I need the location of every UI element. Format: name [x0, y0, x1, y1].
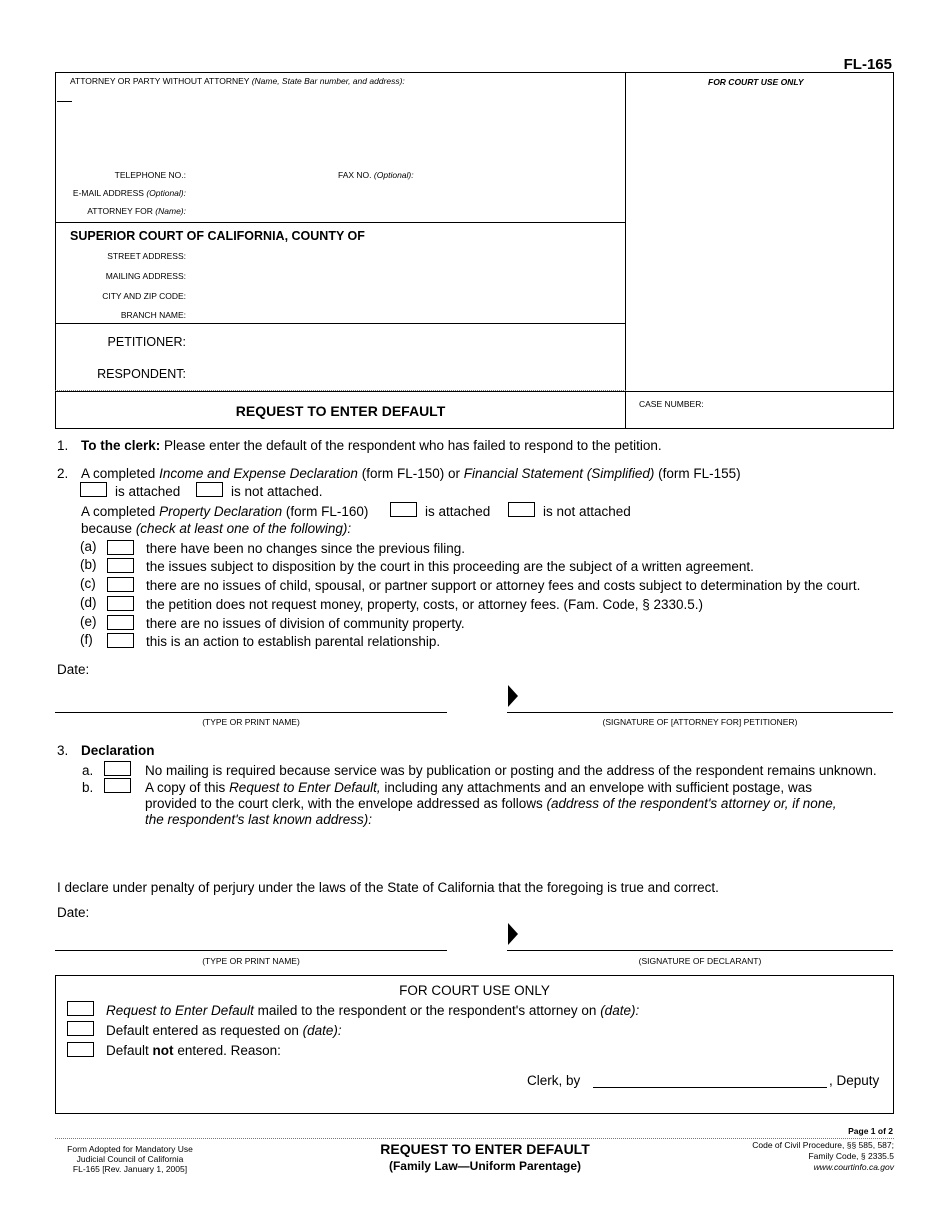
item2-number: 2.	[57, 466, 69, 481]
reason-checkbox[interactable]	[107, 540, 134, 555]
deputy-label: , Deputy	[829, 1073, 880, 1088]
fl160-attached-checkbox[interactable]	[390, 502, 417, 517]
reason-text: there are no issues of division of community property.	[146, 616, 465, 631]
mailed-text: Request to Enter Default mailed to the respondent or the respondent's attorney on (date):	[106, 1003, 640, 1018]
reason-letter: (e)	[80, 614, 97, 629]
reason-letter: (a)	[80, 539, 97, 554]
reason-checkbox[interactable]	[107, 633, 134, 648]
attorney-label: ATTORNEY OR PARTY WITHOUT ATTORNEY (Name, State Bar number, and address):	[70, 76, 405, 86]
branch-label: BRANCH NAME:	[120, 310, 186, 320]
attorney-for-label: ATTORNEY FOR (Name):	[87, 206, 186, 216]
city-label: CITY AND ZIP CODE:	[102, 291, 186, 301]
footer-right-2: Family Code, § 2335.5	[808, 1151, 894, 1161]
reason-checkbox[interactable]	[107, 558, 134, 573]
form-id: FL-165	[843, 56, 892, 73]
respondent-address-field[interactable]	[145, 832, 885, 872]
declaration-b-checkbox[interactable]	[104, 778, 131, 793]
court-use-only-label: FOR COURT USE ONLY	[708, 77, 804, 87]
print-name-line-1[interactable]	[55, 712, 447, 713]
declaration-a-checkbox[interactable]	[104, 761, 131, 776]
mailing-label: MAILING ADDRESS:	[105, 271, 186, 281]
reason-text: there are no issues of child, spousal, or partner support or attorney fees and costs subject to determination by the court.	[146, 578, 861, 593]
email-field[interactable]	[190, 186, 620, 200]
street-label: STREET ADDRESS:	[107, 251, 186, 261]
footer-left-1: Form Adopted for Mandatory Use	[67, 1144, 193, 1154]
clerk-signature-line[interactable]	[593, 1087, 827, 1088]
because-label: because (check at least one of the following):	[81, 521, 352, 536]
reason-checkbox[interactable]	[107, 577, 134, 592]
fl160-not-attached-checkbox[interactable]	[508, 502, 535, 517]
reason-letter: (d)	[80, 595, 97, 610]
signature-caption-2: (SIGNATURE OF DECLARANT)	[638, 956, 762, 966]
email-label: E-MAIL ADDRESS (Optional):	[72, 188, 186, 198]
signature-arrow-icon	[508, 923, 518, 945]
default-entered-text: Default entered as requested on (date):	[106, 1023, 342, 1038]
default-not-entered-checkbox[interactable]	[67, 1042, 94, 1057]
reason-text: this is an action to establish parental relationship.	[146, 634, 441, 649]
declaration-a-text: No mailing is required because service was by publication or posting and the address of the respondent remains unknown.	[145, 763, 877, 778]
item2-line1: A completed Income and Expense Declaration (form FL-150) or Financial Statement (Simplified) (form FL-155)	[81, 466, 741, 481]
declaration-title: Declaration	[81, 743, 155, 758]
footer-left-2: Judicial Council of California	[76, 1154, 184, 1164]
court-title: SUPERIOR COURT OF CALIFORNIA, COUNTY OF	[70, 229, 365, 243]
item3b-letter: b.	[82, 780, 94, 795]
attorney-for-field[interactable]	[190, 204, 620, 218]
reason-checkbox[interactable]	[107, 596, 134, 611]
item2-line3: A completed Property Declaration (form FL-160)	[81, 504, 369, 519]
item3a-letter: a.	[82, 763, 94, 778]
footer-right-3: www.courtinfo.ca.gov	[813, 1162, 894, 1172]
reason-text: the petition does not request money, property, costs, or attorney fees. (Fam. Code, § 2330.5.)	[146, 597, 704, 612]
telephone-label: TELEPHONE NO.:	[114, 170, 186, 180]
fl150-attached-checkbox[interactable]	[80, 482, 107, 497]
form-title-header: REQUEST TO ENTER DEFAULT	[235, 403, 446, 419]
signature-line-1[interactable]	[507, 712, 893, 713]
footer-subtitle: (Family Law—Uniform Parentage)	[388, 1159, 582, 1173]
signature-arrow-icon	[508, 685, 518, 707]
footer-left-3: FL-165 [Rev. January 1, 2005]	[72, 1164, 188, 1174]
print-name-caption-2: (TYPE OR PRINT NAME)	[202, 956, 300, 966]
date-label-2: Date:	[57, 905, 90, 920]
print-name-line-2[interactable]	[55, 950, 447, 951]
footer-right-1: Code of Civil Procedure, §§ 585, 587;	[752, 1140, 894, 1150]
footer-title: REQUEST TO ENTER DEFAULT	[380, 1141, 590, 1157]
case-number-field[interactable]	[630, 412, 888, 426]
respondent-label: RESPONDENT:	[97, 367, 186, 381]
clerk-label: Clerk, by	[527, 1073, 581, 1088]
default-not-entered-text: Default not entered. Reason:	[106, 1043, 281, 1058]
item3-number: 3.	[57, 743, 69, 758]
telephone-field[interactable]	[190, 168, 330, 182]
default-entered-checkbox[interactable]	[67, 1021, 94, 1036]
declaration-b-line2: provided to the court clerk, with the envelope addressed as follows (address of the respondent's attorney or, if none,	[145, 796, 837, 811]
fl150-not-attached-checkbox[interactable]	[196, 482, 223, 497]
reason-letter: (c)	[80, 576, 96, 591]
fl160-attached-label: is attached	[425, 504, 491, 519]
court-use-title: FOR COURT USE ONLY	[399, 983, 550, 998]
reason-checkbox[interactable]	[107, 615, 134, 630]
fax-field[interactable]	[425, 168, 620, 182]
signature-caption-1: (SIGNATURE OF [ATTORNEY FOR] PETITIONER)	[602, 717, 798, 727]
item1-number: 1.	[57, 438, 69, 453]
petitioner-label: PETITIONER:	[107, 335, 186, 349]
date-label-1: Date:	[57, 662, 90, 677]
reason-letter: (b)	[80, 557, 97, 572]
declaration-b-line3: the respondent's last known address):	[145, 812, 372, 827]
signature-line-2[interactable]	[507, 950, 893, 951]
fl150-not-attached-label: is not attached.	[231, 484, 323, 499]
perjury-statement: I declare under penalty of perjury under the laws of the State of California that the foregoing is true and correct.	[57, 880, 719, 895]
fax-label: FAX NO. (Optional):	[338, 170, 414, 180]
page-number: Page 1 of 2	[848, 1126, 893, 1136]
item1-text: To the clerk: Please enter the default of the respondent who has failed to respond to the petition.	[81, 438, 662, 453]
reason-text: there have been no changes since the previous filing.	[146, 541, 465, 556]
case-number-label: CASE NUMBER:	[639, 399, 704, 409]
fl160-not-attached-label: is not attached	[543, 504, 631, 519]
fl150-attached-label: is attached	[115, 484, 181, 499]
reason-text: the issues subject to disposition by the court in this proceeding are the subject of a written agreement.	[146, 559, 754, 574]
reason-letter: (f)	[80, 632, 93, 647]
mailed-checkbox[interactable]	[67, 1001, 94, 1016]
print-name-caption-1: (TYPE OR PRINT NAME)	[202, 717, 300, 727]
declaration-b-line1: A copy of this Request to Enter Default, including any attachments and an envelope with sufficient postage, was	[145, 780, 812, 795]
